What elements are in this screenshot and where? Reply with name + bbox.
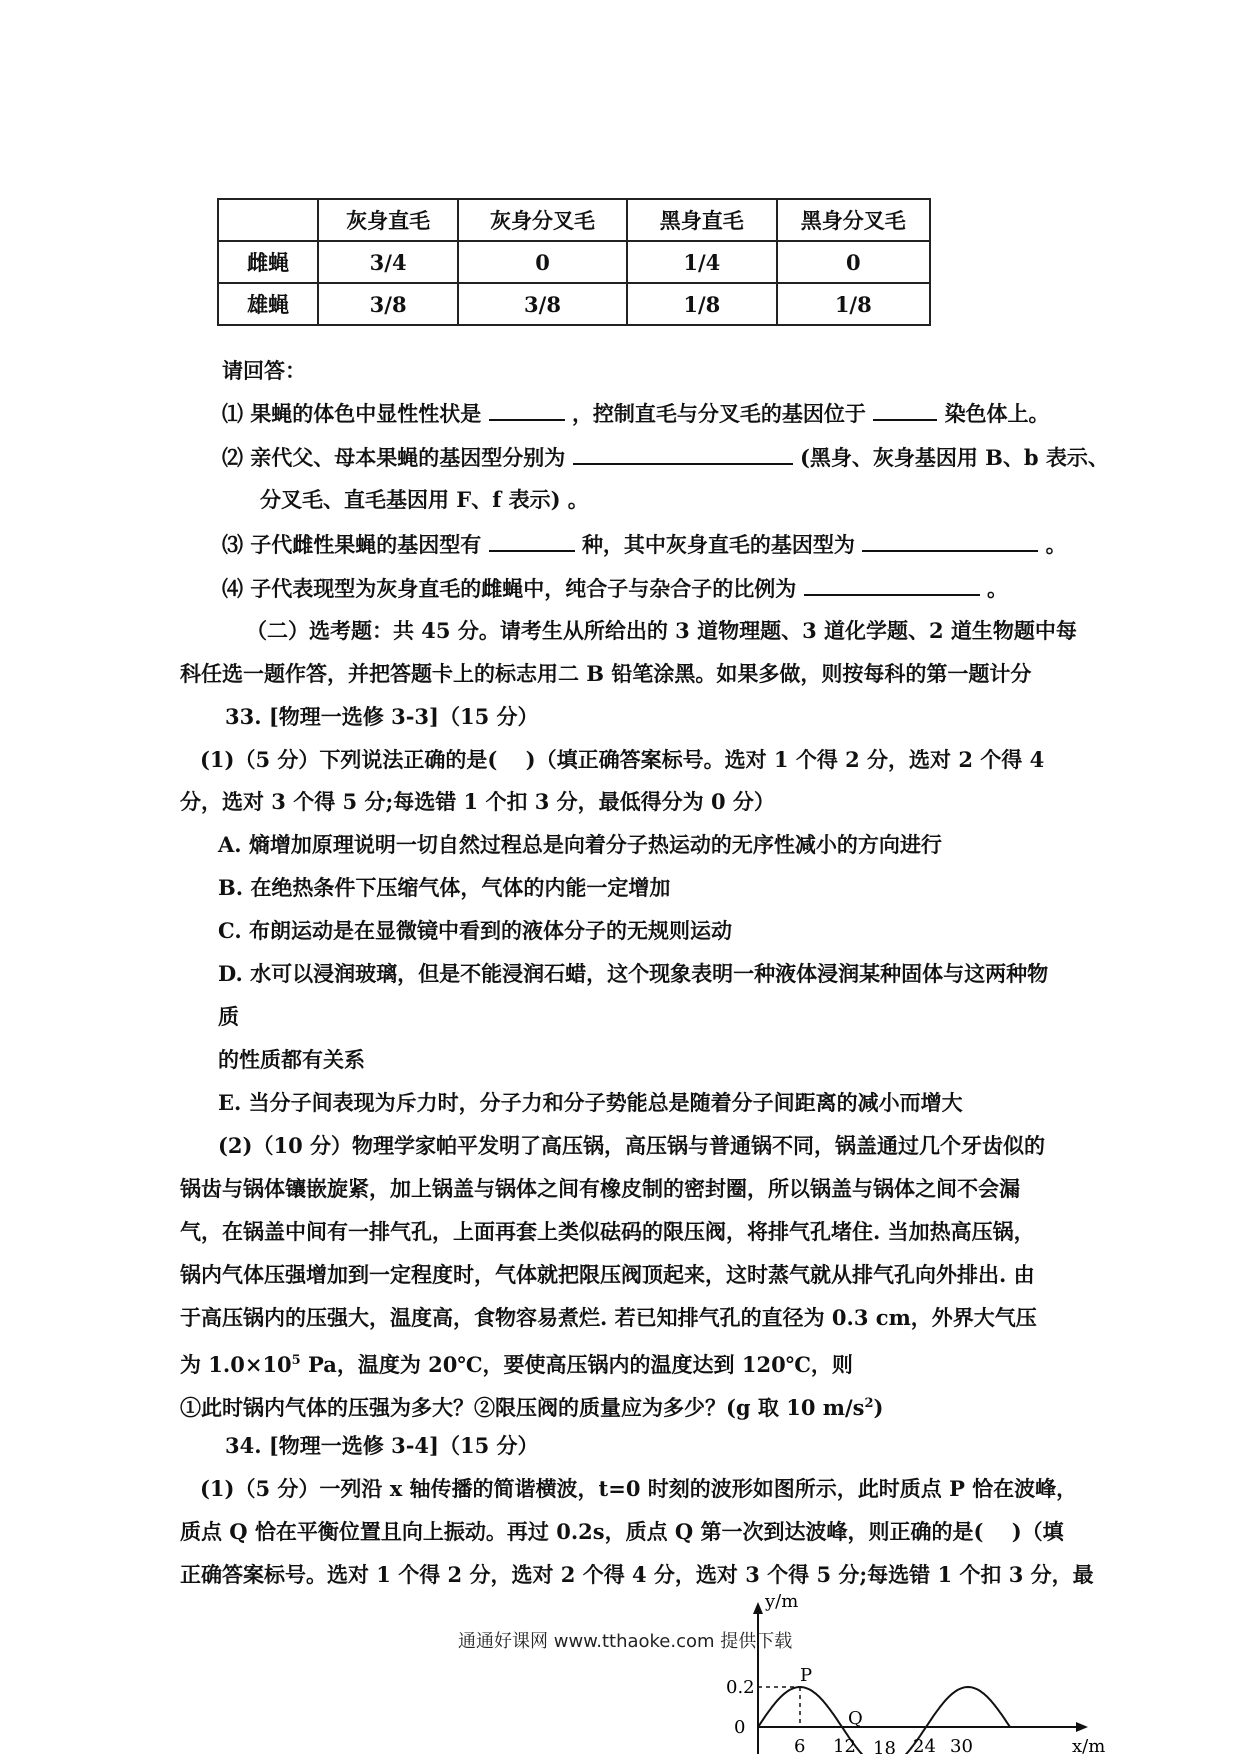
wave-graph bbox=[720, 1580, 1120, 1754]
problem-33-part1: (1)（5 分）下列说法正确的是( )（填正确答案标号。选对 1 个得 2 分，选对 2 个得 4 bbox=[200, 747, 1045, 772]
section-2-intro-cont: 科任选一题作答，并把答题卡上的标志用二 B 铅笔涂黑。如果多做，则按每科的第一题计分 bbox=[180, 661, 1032, 686]
y-axis-arrow bbox=[753, 1602, 763, 1614]
problem-33-part2: (2)（10 分）物理学家帕平发明了高压锅，高压锅与普通锅不同，锅盖通过几个牙齿似的 bbox=[218, 1133, 1046, 1158]
question-text: 。 bbox=[1045, 532, 1067, 557]
question-text: ⑶ 子代雌性果蝇的基因型有 bbox=[222, 532, 482, 557]
point-q-label: Q bbox=[848, 1708, 863, 1729]
origin-label: 0 bbox=[734, 1717, 746, 1738]
x-tick-label: 12 bbox=[833, 1736, 856, 1754]
table-cell: 3/8 bbox=[458, 283, 627, 325]
table-cell: 黑身分叉毛 bbox=[777, 199, 930, 241]
point-p-label: P bbox=[800, 1665, 813, 1686]
section-2-intro: （二）选考题：共 45 分。请考生从所给出的 3 道物理题、3 道化学题、2 道生物题中每 bbox=[246, 618, 1077, 643]
text-run: 为 1.0×10 bbox=[180, 1352, 292, 1377]
answer-blank bbox=[873, 399, 937, 421]
problem-33-part2-line: 气，在锅盖中间有一排气孔，上面再套上类似砝码的限压阀，将排气孔堵住. 当加热高压锅， bbox=[180, 1219, 1035, 1244]
superscript: 2 bbox=[864, 1396, 874, 1411]
answer-blank bbox=[489, 399, 565, 421]
table-cell: 0 bbox=[777, 241, 930, 283]
table-cell: 雄蝇 bbox=[218, 283, 318, 325]
y-tick-label: 0.2 bbox=[726, 1677, 755, 1698]
option-b: B. 在绝热条件下压缩气体，气体的内能一定增加 bbox=[218, 875, 671, 900]
text-run: ) bbox=[873, 1395, 884, 1420]
answer-blank bbox=[804, 574, 980, 596]
footer-credit: 通通好课网 www.tthaoke.com 提供下载 bbox=[458, 1631, 793, 1652]
table-row bbox=[218, 241, 930, 283]
table-cell: 黑身直毛 bbox=[627, 199, 777, 241]
option-d-cont: 质 bbox=[218, 1004, 239, 1029]
question-text: ⑵ 亲代父、母本果蝇的基因型分别为 bbox=[222, 445, 566, 470]
question-text: ⑷ 子代表现型为灰身直毛的雌蝇中，纯合子与杂合子的比例为 bbox=[222, 576, 797, 601]
problem-34-part1-cont: 正确答案标号。选对 1 个得 2 分，选对 2 个得 4 分，选对 3 个得 5 分;每选错 1 个扣 3 分，最 bbox=[180, 1562, 1094, 1587]
option-e: E. 当分子间表现为斥力时，分子力和分子势能总是随着分子间距离的减小而增大 bbox=[218, 1090, 963, 1115]
question-4 bbox=[222, 574, 1008, 603]
answer-blank bbox=[489, 530, 575, 552]
option-a: A. 熵增加原理说明一切自然过程总是向着分子热运动的无序性减小的方向进行 bbox=[218, 832, 942, 857]
question-text: 种，其中灰身直毛的基因型为 bbox=[581, 532, 855, 557]
table-cell bbox=[218, 199, 318, 241]
x-axis-label: x/m bbox=[1072, 1736, 1106, 1754]
question-text: 染色体上。 bbox=[944, 401, 1050, 426]
problem-33-part2-line: 锅内气体压强增加到一定程度时，气体就把限压阀顶起来，这时蒸气就从排气孔向外排出. 由 bbox=[180, 1262, 1035, 1287]
x-tick-label: 18 bbox=[873, 1738, 896, 1754]
table-row bbox=[218, 283, 930, 325]
option-c: C. 布朗运动是在显微镜中看到的液体分子的无规则运动 bbox=[218, 918, 732, 943]
answer-blank bbox=[573, 443, 793, 465]
option-d-cont2: 的性质都有关系 bbox=[218, 1047, 365, 1072]
question-2 bbox=[222, 443, 1109, 472]
problem-33-part2-line: 于高压锅内的压强大，温度高，食物容易煮烂. 若已知排气孔的直径为 0.3 cm，外界大气压 bbox=[180, 1305, 1037, 1330]
question-text: 。 bbox=[986, 576, 1008, 601]
problem-33-part2-questions bbox=[180, 1390, 883, 1422]
problem-33-part1-cont: 分，选对 3 个得 5 分;每选错 1 个扣 3 分，最低得分为 0 分） bbox=[180, 789, 775, 814]
problem-33-part2-line: 锅齿与锅体镶嵌旋紧，加上锅盖与锅体之间有橡皮制的密封圈，所以锅盖与锅体之间不会漏 bbox=[180, 1176, 1020, 1201]
question-text: (黑身、灰身基因用 B、b 表示、 bbox=[799, 445, 1109, 470]
table-cell: 3/4 bbox=[318, 241, 458, 283]
table-cell: 1/8 bbox=[627, 283, 777, 325]
answer-blank bbox=[862, 530, 1038, 552]
x-tick-label: 6 bbox=[794, 1736, 806, 1754]
table-cell: 灰身分叉毛 bbox=[458, 199, 627, 241]
table-cell: 1/4 bbox=[627, 241, 777, 283]
question-2-cont: 分叉毛、直毛基因用 F、f 表示) 。 bbox=[260, 487, 589, 512]
prompt-text: 请回答： bbox=[222, 358, 306, 383]
table-cell: 0 bbox=[458, 241, 627, 283]
superscript: 5 bbox=[291, 1353, 301, 1368]
question-text: ，控制直毛与分叉毛的基因位于 bbox=[571, 401, 866, 426]
table-cell: 3/8 bbox=[318, 283, 458, 325]
question-1 bbox=[222, 399, 1050, 428]
problem-33-title: 33. [物理一选修 3-3]（15 分） bbox=[225, 704, 539, 729]
option-d: D. 水可以浸润玻璃，但是不能浸润石蜡，这个现象表明一种液体浸润某种固体与这两种物 bbox=[218, 961, 1049, 986]
problem-34-part1-cont: 质点 Q 恰在平衡位置且向上振动。再过 0.2s，质点 Q 第一次到达波峰，则正确的是( )（填 bbox=[180, 1519, 1064, 1544]
table-cell: 雌蝇 bbox=[218, 241, 318, 283]
table-header-row bbox=[218, 199, 930, 241]
text-run: Pa，温度为 20℃，要使高压锅内的温度达到 120℃，则 bbox=[300, 1352, 853, 1377]
problem-34-part1: (1)（5 分）一列沿 x 轴传播的简谐横波，t=0 时刻的波形如图所示，此时质点 P 恰在波峰， bbox=[200, 1476, 1078, 1501]
x-axis-arrow bbox=[1076, 1722, 1088, 1732]
phenotype-table bbox=[217, 198, 931, 326]
x-tick-label: 24 bbox=[913, 1736, 936, 1754]
problem-33-part2-line bbox=[180, 1347, 853, 1379]
y-axis-label: y/m bbox=[765, 1591, 799, 1612]
table-cell: 1/8 bbox=[777, 283, 930, 325]
table-cell: 灰身直毛 bbox=[318, 199, 458, 241]
x-tick-label: 30 bbox=[950, 1736, 973, 1754]
problem-34-title: 34. [物理一选修 3-4]（15 分） bbox=[225, 1433, 539, 1458]
question-text: ⑴ 果蝇的体色中显性性状是 bbox=[222, 401, 482, 426]
question-3 bbox=[222, 530, 1067, 559]
text-run: ①此时锅内气体的压强为多大？②限压阀的质量应为多少？(g 取 10 m/s bbox=[180, 1395, 865, 1420]
